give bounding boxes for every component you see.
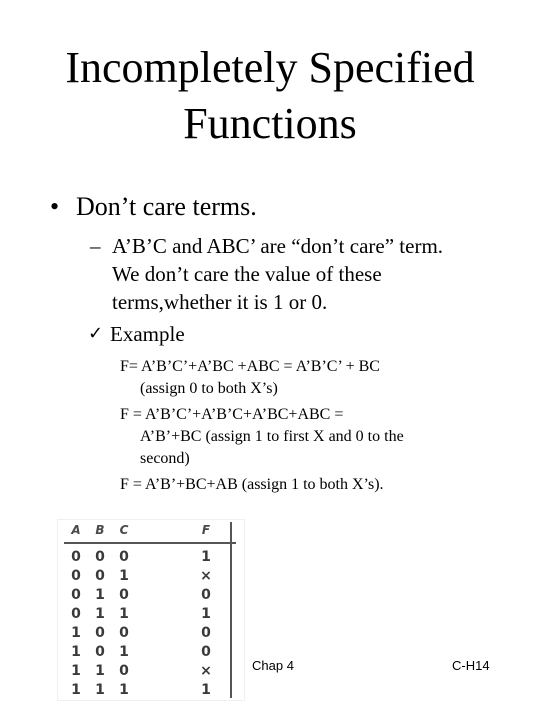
header-a: A: [71, 523, 81, 537]
example-label: Example: [110, 322, 185, 346]
example-line: F = A’B’+BC+AB (assign 1 to both X’s).: [120, 476, 384, 493]
cell-f: 0: [201, 625, 211, 641]
cell-b: 1: [95, 663, 105, 679]
cell-a: 0: [71, 549, 81, 565]
example-line: second): [140, 450, 190, 467]
table-row: [58, 548, 244, 567]
cell-a: 0: [71, 587, 81, 603]
slide-title: [0, 40, 540, 152]
cell-f: ×: [200, 568, 212, 584]
cell-f: 0: [201, 587, 211, 603]
table-row: [58, 662, 244, 681]
table-row: [58, 586, 244, 605]
example-line: (assign 0 to both X’s): [140, 380, 278, 397]
footer-page-code: C-H14: [452, 658, 490, 673]
title-line-1: Incompletely Specified: [65, 43, 475, 92]
cell-c: 0: [119, 625, 129, 641]
header-f: F: [201, 523, 211, 537]
example-list: [120, 356, 530, 500]
example-line: A’B’+BC (assign 1 to first X and 0 to the: [140, 428, 404, 445]
cell-f: 0: [201, 644, 211, 660]
dash-mark: –: [90, 234, 101, 258]
cell-c: 1: [119, 568, 129, 584]
footer-chapter: Chap 4: [252, 658, 294, 673]
cell-c: 1: [119, 606, 129, 622]
checkmark-icon: ✓: [88, 323, 104, 344]
cell-c: 0: [119, 587, 129, 603]
cell-a: 0: [71, 568, 81, 584]
cell-a: 0: [71, 606, 81, 622]
cell-c: 0: [119, 663, 129, 679]
bullet-text: Don’t care terms.: [76, 192, 257, 221]
truth-table-header: [58, 520, 244, 542]
cell-b: 1: [95, 587, 105, 603]
example-item-3: [120, 474, 530, 496]
cell-b: 0: [95, 568, 105, 584]
cell-b: 0: [95, 549, 105, 565]
cell-b: 1: [95, 606, 105, 622]
cell-b: 0: [95, 644, 105, 660]
header-b: B: [95, 523, 105, 537]
bullet-mark: •: [50, 192, 60, 221]
sub-bullet-line-2: We don’t care the value of these: [112, 262, 382, 286]
cell-f: 1: [201, 682, 211, 698]
table-row: [58, 605, 244, 624]
sub-bullet-line-1: A’B’C and ABC’ are “don’t care” term.: [112, 234, 444, 258]
cell-a: 1: [71, 644, 81, 660]
example-item-1: [120, 356, 530, 400]
sub-bullet-line-3: terms,whether it is 1 or 0.: [112, 290, 328, 314]
cell-c: 0: [119, 549, 129, 565]
cell-c: 1: [119, 644, 129, 660]
header-rule: [64, 542, 236, 544]
cell-a: 1: [71, 625, 81, 641]
cell-b: 1: [95, 682, 105, 698]
example-line: F= A’B’C’+A’BC +ABC = A’B’C’ + BC: [120, 358, 380, 375]
example-item-2: [120, 404, 530, 470]
header-c: C: [119, 523, 129, 537]
cell-f: ×: [200, 663, 212, 679]
table-row: [58, 643, 244, 662]
cell-a: 1: [71, 663, 81, 679]
truth-table-image: [58, 520, 244, 700]
cell-f: 1: [201, 549, 211, 565]
table-row: [58, 567, 244, 586]
cell-a: 1: [71, 682, 81, 698]
cell-b: 0: [95, 625, 105, 641]
cell-f: 1: [201, 606, 211, 622]
table-row: [58, 681, 244, 700]
sub-bullet-text: [112, 232, 532, 316]
table-row: [58, 624, 244, 643]
title-line-2: Functions: [183, 99, 357, 148]
example-line: F = A’B’C’+A’B’C+A’BC+ABC =: [120, 406, 344, 423]
cell-c: 1: [119, 682, 129, 698]
